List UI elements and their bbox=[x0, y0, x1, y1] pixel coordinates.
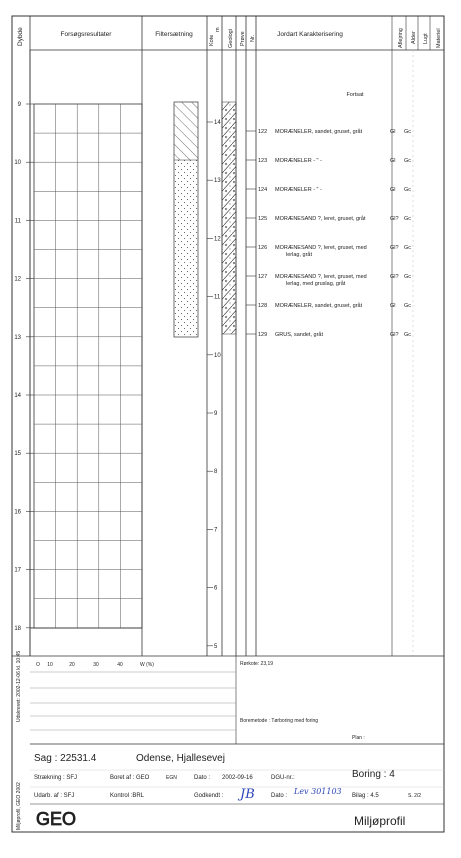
sample-description: GRUS, sandet, gråt bbox=[275, 332, 323, 338]
depth-tick-label: 13 bbox=[14, 334, 21, 341]
kote-header: Kote bbox=[209, 34, 215, 46]
dgu-text: DGU-nr.: bbox=[271, 775, 295, 781]
sample-nr: 126 bbox=[258, 245, 268, 251]
dato2-label: Dato : bbox=[271, 793, 288, 799]
godkendt-signature: JB bbox=[240, 787, 255, 802]
forsoeg-header: Forsøgsresultater bbox=[60, 31, 112, 38]
plan-text: Plan : bbox=[352, 735, 365, 741]
depth-tick-label: 10 bbox=[14, 160, 21, 167]
sample-row bbox=[246, 215, 411, 222]
sample-description-line2: lerlag, med gruslag, gråt bbox=[286, 281, 346, 287]
dato-label: Dato : bbox=[194, 775, 211, 781]
results-grid bbox=[30, 104, 142, 628]
kote-tick-label: 8 bbox=[214, 469, 218, 476]
sted-text: Odense, Hjallesevej bbox=[136, 753, 225, 764]
alder-header: Alder bbox=[411, 31, 417, 44]
sample-nr: 125 bbox=[258, 216, 268, 222]
kote-tick-label: 9 bbox=[214, 411, 218, 417]
filter-column-box bbox=[174, 102, 198, 337]
sample-row bbox=[246, 158, 411, 164]
sample-aflejring: Gl? bbox=[390, 332, 399, 338]
depth-tick-label: 14 bbox=[14, 393, 21, 399]
continued-label: Fortsat bbox=[346, 92, 364, 98]
materiel-header: Materiel bbox=[436, 28, 442, 48]
geologi-header: Geologi bbox=[228, 29, 234, 48]
side-note-2: Miljøprofil, GEO 2002 bbox=[16, 782, 22, 830]
title-block bbox=[30, 744, 444, 829]
w-scale-tick-30: 30 bbox=[93, 662, 99, 668]
sample-row bbox=[246, 331, 411, 338]
sample-description: MORÆNELER - " - bbox=[275, 187, 322, 193]
kote-tick-label: 6 bbox=[214, 585, 218, 592]
sag-text: Sag : 22531.4 bbox=[34, 753, 97, 764]
sample-description: MORÆNESAND ?, leret, gruset, gråt bbox=[275, 216, 366, 222]
depth-tick-label: 15 bbox=[14, 451, 21, 458]
sample-alder: Gc bbox=[404, 129, 412, 135]
sample-nr: 122 bbox=[258, 129, 268, 135]
boret-af-text: Boret af : GEO bbox=[110, 775, 150, 781]
sample-nr: 128 bbox=[258, 303, 268, 309]
boring-text: Boring : 4 bbox=[352, 769, 395, 780]
depth-axis bbox=[14, 50, 34, 656]
kote-tick-label: 10 bbox=[214, 352, 221, 359]
filter-header: Filtersætning bbox=[155, 31, 193, 38]
depth-tick-label: 18 bbox=[14, 625, 21, 632]
sample-alder: Gc bbox=[404, 274, 412, 280]
kote-tick-label: 11 bbox=[214, 294, 221, 301]
depth-tick-label: 9 bbox=[17, 102, 21, 108]
sample-nr: 129 bbox=[258, 332, 268, 338]
sample-row bbox=[246, 302, 411, 309]
page-text: S. 2/2 bbox=[408, 793, 422, 799]
boret-af-extra: EGN bbox=[166, 775, 177, 781]
sample-alder: Gc bbox=[404, 187, 412, 193]
sample-nr: 127 bbox=[258, 274, 268, 280]
straekning-text: Strækning : SFJ bbox=[34, 775, 78, 781]
kontrol-text: Kontrol :BRL bbox=[110, 793, 145, 799]
sample-aflejring: Gl? bbox=[390, 274, 399, 280]
kote-tick-label: 12 bbox=[214, 236, 221, 243]
dato2-signature: Lev 301103 bbox=[294, 787, 342, 796]
depth-tick-label: 11 bbox=[14, 218, 21, 225]
sheet-title: Miljøprofil bbox=[354, 814, 406, 828]
sample-aflejring: Gl bbox=[390, 158, 396, 164]
info-area bbox=[16, 651, 365, 830]
sample-aflejring: Gl? bbox=[390, 245, 399, 251]
sample-alder: Gc bbox=[404, 332, 412, 338]
sample-aflejring: Gl bbox=[390, 303, 396, 309]
sample-row bbox=[246, 187, 411, 193]
kote-tick-label: 5 bbox=[214, 643, 218, 650]
kote-tick-label: 7 bbox=[214, 527, 218, 534]
sample-alder: Gc bbox=[404, 245, 412, 251]
depth-tick-label: 12 bbox=[14, 276, 21, 283]
side-note: Udskrevet: 2002-12-06 kl. 10:45 bbox=[16, 650, 22, 722]
sample-description: MORÆNELER, sandet, gruset, gråt bbox=[275, 129, 363, 135]
aflejring-header: Aflejring bbox=[398, 28, 404, 48]
sample-description: MORÆNESAND ?, leret, gruset, med bbox=[275, 245, 367, 251]
sample-description-line2: lerlag, gråt bbox=[286, 252, 312, 258]
sample-row bbox=[246, 274, 411, 287]
sample-description: MORÆNESAND ?, leret, gruset, med bbox=[275, 274, 367, 280]
w-scale-tick-10: 10 bbox=[47, 662, 53, 668]
sample-alder: Gc bbox=[404, 303, 412, 309]
geology-column-fill bbox=[222, 102, 236, 334]
w-scale-tick-20: 20 bbox=[69, 662, 75, 668]
dato-value: 2002-09-16 bbox=[222, 775, 253, 781]
nr-header: Nr. bbox=[250, 34, 256, 42]
godkendt-text: Godkendt : bbox=[194, 793, 224, 799]
dybde-header: Dybde bbox=[17, 27, 24, 46]
depth-tick-label: 17 bbox=[14, 567, 21, 574]
sample-aflejring: Gl bbox=[390, 129, 396, 135]
sample-rows bbox=[246, 128, 411, 338]
depth-tick-label: 16 bbox=[14, 509, 21, 516]
sample-row bbox=[246, 128, 411, 135]
boremetode-text: Boremetode : Tørboring med foring bbox=[240, 718, 319, 724]
sample-nr: 124 bbox=[258, 187, 268, 193]
geo-logo: GEO bbox=[36, 809, 77, 829]
sample-aflejring: Gl? bbox=[390, 216, 399, 222]
roerkote-text: Rørkote: 23,19 bbox=[240, 661, 274, 667]
kote-tick-label: 14 bbox=[214, 120, 221, 126]
sample-aflejring: Gl bbox=[390, 187, 396, 193]
sample-alder: Gc bbox=[404, 158, 412, 164]
w-scale-label: W (%) bbox=[140, 662, 154, 668]
sample-description: MORÆNELER - " - bbox=[275, 158, 322, 164]
prove-header: Prøve bbox=[240, 31, 246, 46]
lugt-header: Lugt bbox=[423, 33, 429, 44]
bilag-text: Bilag : 4.5 bbox=[352, 793, 379, 799]
sample-description: MORÆNELER, sandet, gruset, gråt bbox=[275, 303, 363, 309]
udarb-text: Udarb. af : SFJ bbox=[34, 793, 75, 799]
sample-nr: 123 bbox=[258, 158, 268, 164]
jordart-header: Jordart Karakterisering bbox=[277, 31, 343, 38]
sample-row bbox=[246, 245, 411, 258]
kote-axis bbox=[207, 120, 221, 650]
sample-alder: Gc bbox=[404, 216, 412, 222]
w-scale-tick-40: 40 bbox=[117, 662, 123, 668]
kote-unit: m bbox=[215, 27, 221, 32]
w-scale bbox=[36, 662, 154, 668]
w-scale-origin: O bbox=[36, 662, 40, 668]
kote-tick-label: 13 bbox=[214, 178, 221, 185]
